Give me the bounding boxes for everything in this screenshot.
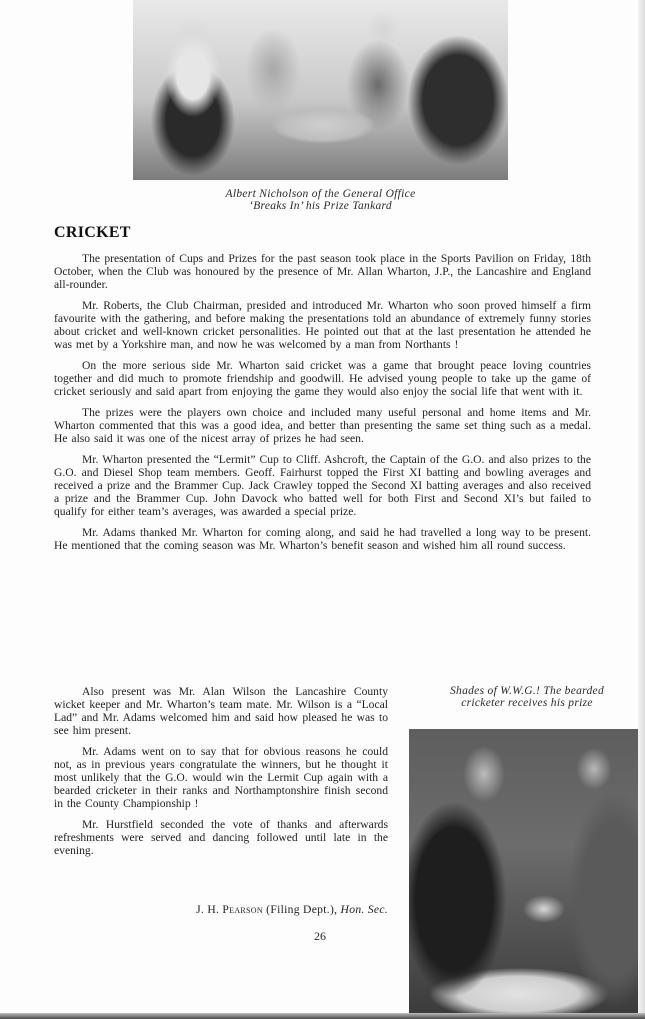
top-photo-caption	[133, 188, 508, 212]
paragraph-thanks: Mr. Adams thanked Mr. Wharton for coming along, and said he had travelled a long way to be present. He mentioned that the coming season was Mr. Wharton’s benefit season and wished him all round success.	[54, 526, 591, 552]
paragraph-serious-side: On the more serious side Mr. Wharton said cricket was a game that brought peace loving countries together and did much to promote friendship and goodwill. He advised young people to take up the game of cricket seriously and said apart from enjoying the game they would also enjoy the social life that went with it.	[54, 359, 591, 398]
paragraph-refreshments: Mr. Hurstfield seconded the vote of thanks and afterwards refreshments were served and dancing followed until late in the evening.	[54, 818, 388, 857]
page-number: 26	[314, 929, 326, 943]
bottom-photo-caption	[409, 685, 645, 709]
paragraph-awards: Mr. Wharton presented the “Lermit” Cup to Cliff. Ashcroft, the Captain of the G.O. and also prizes to the G.O. and Diesel Shop team members. Geoff. Fairhurst topped the First XI batting and bowling averages and received a prize and the Brammer Cup. Jack Crawley topped the Second XI batting averages and also received a prize and the Brammer Cup. John Davock who batted well for both First and Second XI’s but failed to qualify for either team’s averages, was awarded a special prize.	[54, 453, 591, 518]
article-body-narrow-column	[54, 685, 388, 865]
paragraph-chairman: Mr. Roberts, the Club Chairman, presided and introduced Mr. Wharton who soon proved himself a firm favourite with the gathering, and before making the presentations told an abundance of extremely funny stories about cricket and well-known cricket personalities. He pointed out that at the last presentation he attended he was met by a Yorkshire man, and now he was welcomed by a man from Northants !	[54, 299, 591, 351]
bottom-photo-prize-presentation	[409, 729, 645, 1019]
article-heading: CRICKET	[54, 224, 131, 241]
page-edge-shadow-right	[638, 0, 645, 1019]
paragraph-prizes: The prizes were the players own choice and included many useful personal and home items and Mr. Wharton commented that this was a good idea, and better than presenting the same set thing such as a medal. He also said it was one of the nicest array of prizes he had seen.	[54, 406, 591, 445]
top-photo-nicholson-tankard	[133, 0, 508, 180]
paragraph-lermit-cup: Mr. Adams went on to say that for obvious reasons he could not, as in previous years congratulate the winners, but he thought it most unlikely that the G.O. would win the Lermit Cup again with a bearded cricketer in their ranks and Northamptonshire finish second in the County Championship !	[54, 745, 388, 810]
article-body-full-width	[54, 252, 591, 560]
page-edge-shadow-bottom	[0, 1013, 645, 1019]
paragraph-presentation: The presentation of Cups and Prizes for the past season took place in the Sports Pavilion on Friday, 18th October, when the Club was honoured by the presence of Mr. Allan Wharton, J.P., the Lancashire and England all-rounder.	[54, 252, 591, 291]
top-caption-line-1: Albert Nicholson of the General Office	[225, 188, 416, 200]
top-caption-line-2: ‘Breaks In’ his Prize Tankard	[249, 200, 392, 212]
paragraph-alan-wilson: Also present was Mr. Alan Wilson the Lancashire County wicket keeper and Mr. Wharton’s team mate. Mr. Wilson is a “Local Lad” and Mr. Adams welcomed him and said how pleased he was to see him present.	[54, 685, 388, 737]
bottom-caption-line-1: Shades of W.W.G.! The bearded	[449, 685, 605, 697]
signature-title: Hon. Sec.	[340, 903, 388, 916]
signature-name: Pearson	[222, 903, 263, 916]
signature-dept: (Filing Dept.),	[266, 903, 338, 916]
signature-initials: J. H.	[196, 903, 220, 916]
bottom-caption-line-2: cricketer receives his prize	[461, 697, 593, 709]
article-signature	[54, 903, 388, 916]
